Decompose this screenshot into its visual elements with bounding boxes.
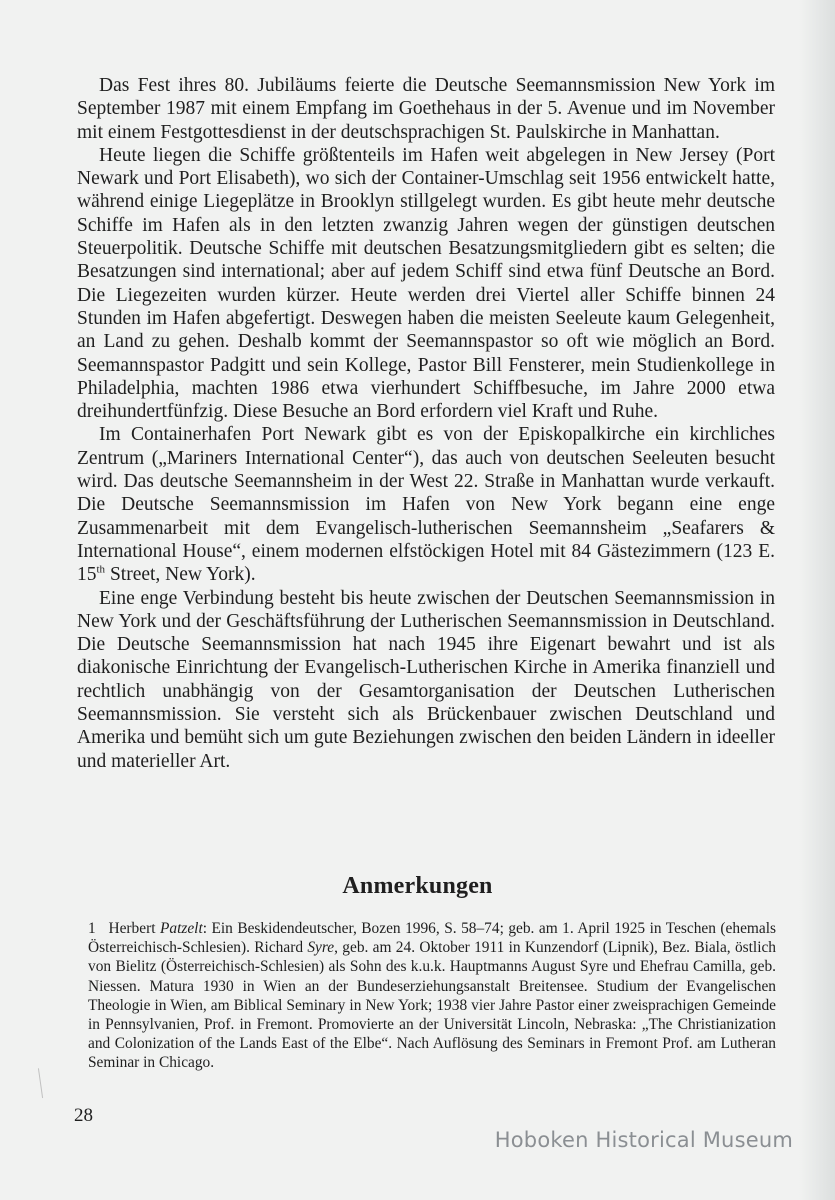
footnote-item	[88, 919, 776, 1073]
margin-pencil-mark	[38, 1068, 45, 1098]
footnote-author-name: Patzelt	[159, 920, 203, 937]
footnotes-block	[88, 919, 776, 1073]
paragraph-jubilee: Das Fest ihres 80. Jubiläums feierte die Deutsche Seemannsmission New York im September 1987 mit einem Empfang im Goethehaus in der 5. Avenue und im November mit einem Festgottesdienst in der deutschsprachigen St. Paulskirche in Manhattan.	[77, 75, 775, 143]
main-body-text	[77, 74, 775, 773]
paragraph-port-situation: Heute liegen die Schiffe größtenteils im Hafen weit abgelegen in New Jersey (Port Newark und Port Elisabeth), wo sich der Container-Umschlag seit 1956 entwickelt hatte, während einige Liegeplätze in Brooklyn stillgelegt wurden. Es gibt heute mehr deutsche Schiffe im Hafen als in den letzten zwanzig Jahren wegen der günstigen deutschen Steuerpolitik. Deutsche Schiffe mit deutschen Besatzungsmitgliedern gibt es selten; die Besatzungen sind international; aber auf jedem Schiff sind etwa fünf Deutsche an Bord. Die Liegezeiten wurden kürzer. Heute werden drei Viertel aller Schiffe binnen 24 Stunden im Hafen abgefertigt. Deswegen haben die meisten Seeleute kaum Gelegenheit, an Land zu gehen. Deshalb kommt der Seemannspastor so oft wie möglich an Bord. Seemannspastor Padgitt und sein Kollege, Pastor Bill Fensterer, mein Studienkollege in Philadelphia, machten 1986 etwa vierhundert Schiffbesuche, im Jahre 2000 etwa dreihundertfünfzig. Diese Besuche an Bord erfordern viel Kraft und Ruhe.	[77, 144, 775, 423]
paragraph-port-newark: Im Containerhafen Port Newark gibt es von der Episkopalkirche ein kirchliches Zentrum („Mariners International Center“), das auch von deutschen Seeleuten besucht wird. Das deutsche Seemannsheim in der West 22. Straße in Manhattan wurde verkauft. Die Deutsche Seemannsmission im Hafen von New York begann eine enge Zusammenarbeit mit dem Evangelisch-lutherischen Seemannsheim „Seafarers & International House“, einem modernen elfstöckigen Hotel mit 84 Gästezimmern (123 E. 15th Street, New York).	[77, 424, 775, 586]
page-number: 28	[74, 1105, 93, 1126]
footnote-number: 1	[88, 920, 96, 937]
footnote-text: Herbert Patzelt: Ein Beskidendeutscher, Bozen 1996, S. 58–74; geb. am 1. April 1925 in Teschen (ehemals Österreichisch-Schlesien). Richard Syre, geb. am 24. Oktober 1911 in Kunzendorf (Lipnik), Bez. Biala, östlich von Bielitz (Österreichisch-Schlesien) als Sohn des k.u.k. Hauptmanns August Syre und Ehefrau Camilla, geb. Niessen. Matura 1930 in Wien an der Bundeserziehungsanstalt Breitensee. Studium der Evangelischen Theologie in Wien, am Biblical Seminary in New York; 1938 vier Jahre Pastor einer zweisprachigen Gemeinde in Pennsylvanien, Prof. in Fremont. Promovierte an der Universität Lincoln, Nebraska: „The Christianization and Colonization of the Lands East of the Elbe“. Nach Auflösung des Seminars in Fremont Prof. am Lutheran Seminar in Chicago.	[88, 920, 776, 1072]
page-edge-shadow	[799, 0, 835, 1200]
footnote-person-name: Syre	[307, 939, 335, 957]
museum-watermark: Hoboken Historical Museum	[494, 1128, 793, 1152]
paragraph-connection: Eine enge Verbindung besteht bis heute zwischen der Deutschen Seemannsmission in New York und der Geschäftsführung der Lutherischen Seemannsmission in Deutschland. Die Deutsche Seemannsmission hat nach 1945 ihre Eigenart bewahrt und ist als diakonische Einrichtung der Evangelisch-Lutherischen Kirche in Amerika finanziell und rechtlich unabhängig von der Gesamtorganisation der Deutschen Lutherischen Seemannsmission. Sie versteht sich als Brückenbauer zwischen Deutschland und Amerika und bemüht sich um gute Beziehungen zwischen den beiden Ländern in ideeller und materieller Art.	[77, 587, 775, 772]
notes-heading: Anmerkungen	[342, 873, 493, 899]
ordinal-superscript: th	[96, 563, 106, 576]
